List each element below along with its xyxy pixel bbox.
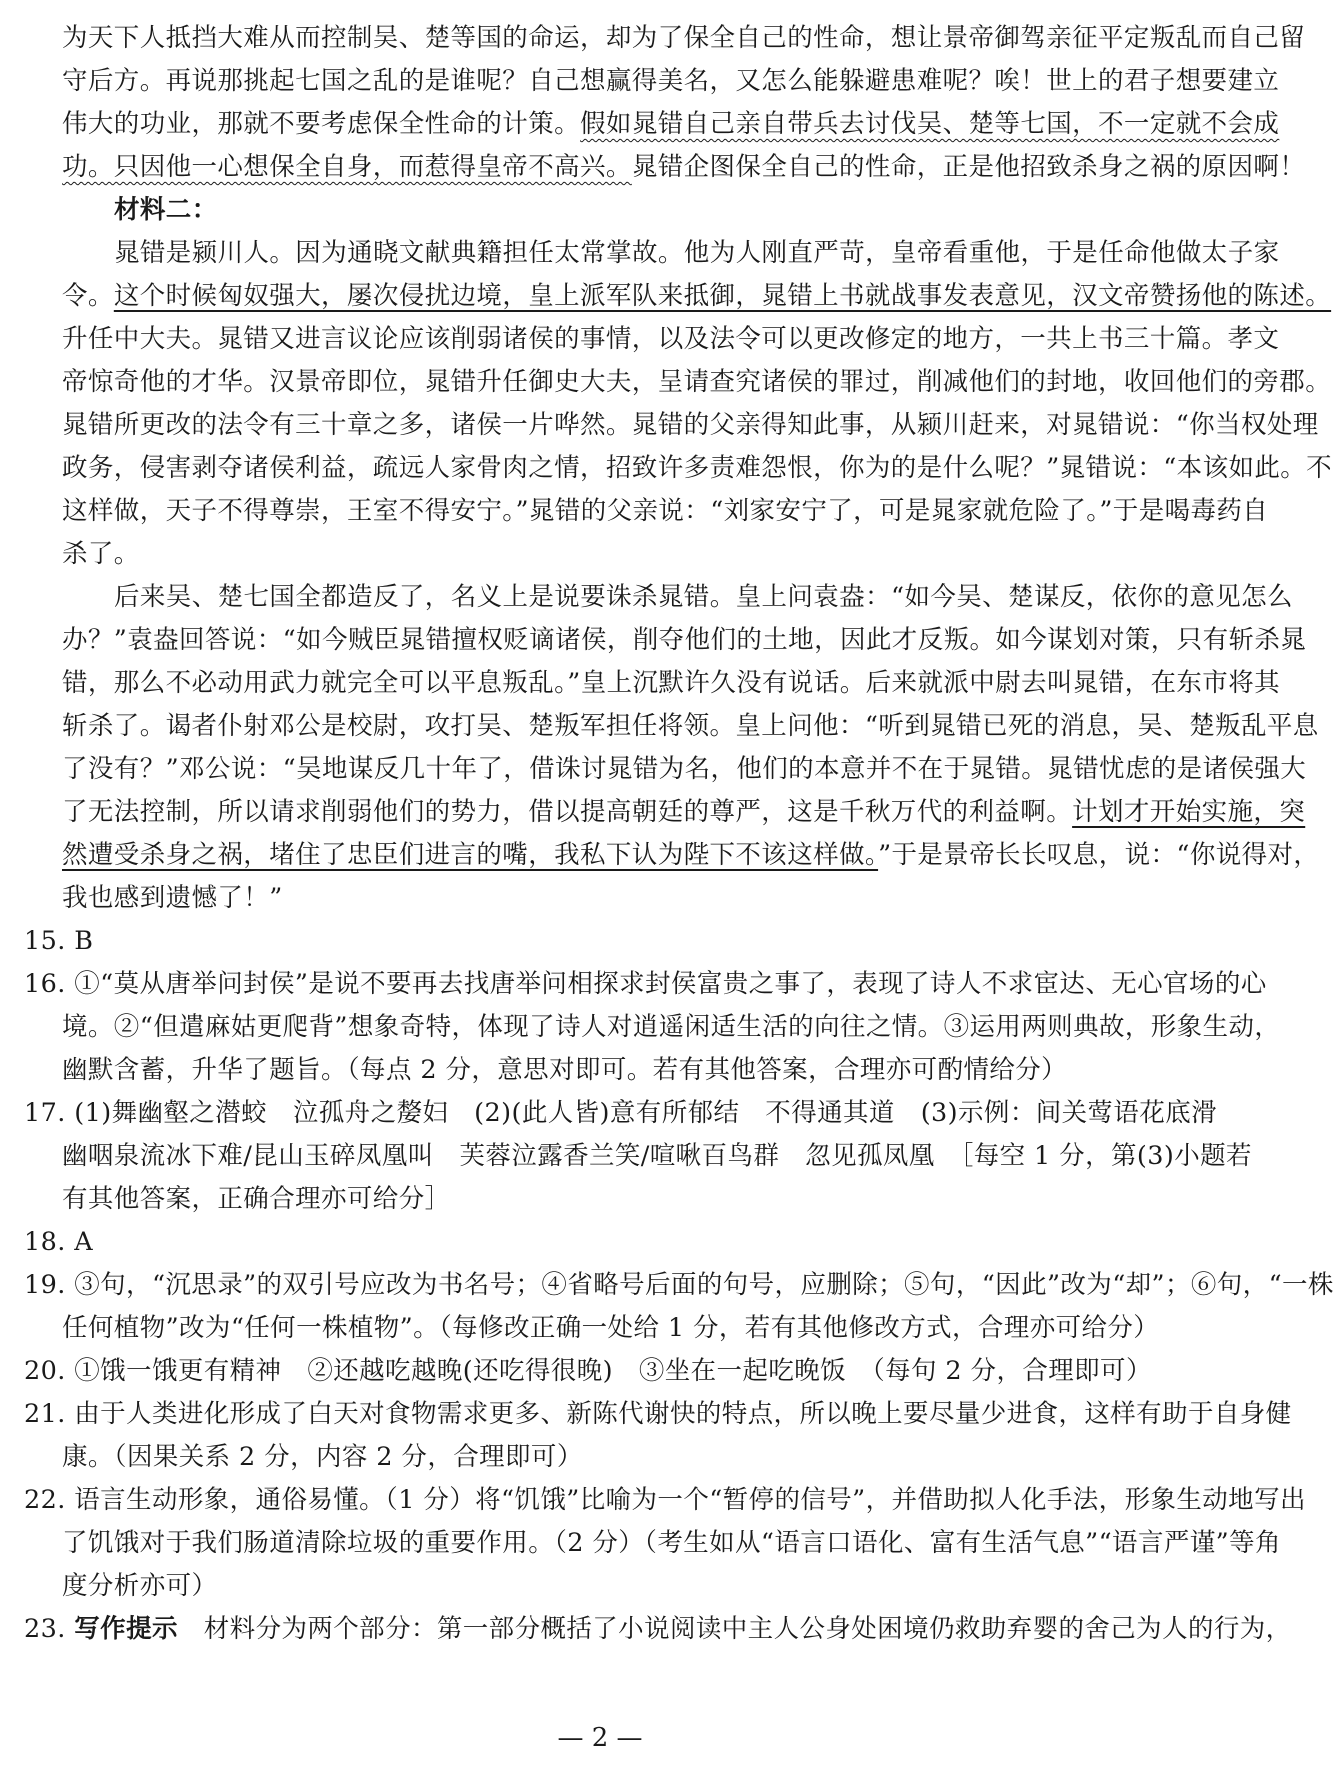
underlined-sentence: 然遭受杀身之祸，堵住了忠臣们进言的嘴，我私下认为陛下不该这样做。 [62, 840, 879, 870]
underlined-sentence: 计划才开始实施，突 [1072, 797, 1306, 827]
answer-23 [24, 1609, 1292, 1649]
text-line: 了没有？”邓公说：“吴地谋反几十年了，借诛讨晁错为名，他们的本意并不在于晁错。晁错忧虑的是诸侯强大 [62, 754, 1307, 784]
answer-19: 19. ③句，“沉思录”的双引号应改为书名号；④省略号后面的句号，应删除；⑤句，“因此”改为“却”；⑥句，“一株 [24, 1270, 1334, 1300]
answer-17: 17. (1)舞幽壑之潜蛟 泣孤舟之嫠妇 (2)(此人皆)意有所郁结 不得通其道 (3)示例：间关莺语花底滑 [24, 1098, 1218, 1128]
text-line: 幽咽泉流冰下难/昆山玉碎凤凰叫 芙蓉泣露香兰笑/喧啾百鸟群 忽见孤凤凰 ［每空 1 分，第(3)小题若 [62, 1141, 1252, 1171]
text-line: 境。②“但遣麻姑更爬背”想象奇特，体现了诗人对逍遥闲适生活的向往之情。③运用两则典故，形象生动， [62, 1012, 1281, 1042]
text-line: 晁错是颍川人。因为通晓文献典籍担任太常掌故。他为人刚直严苛，皇帝看重他，于是任命他做太子家 [114, 238, 1280, 268]
text-segment: 材料分为两个部分：第一部分概括了小说阅读中主人公身处困境仍救助弃婴的舍己为人的行为， [177, 1614, 1292, 1644]
writing-tip-label: 写作提示 [74, 1614, 178, 1644]
text-line [62, 835, 1320, 875]
text-line: 我也感到遗憾了！” [62, 883, 283, 913]
text-line: 幽默含蓄，升华了题旨。（每点 2 分，意思对即可。若有其他答案，合理亦可酌情给分） [62, 1055, 1068, 1085]
answer-21: 21. 由于人类进化形成了白天对食物需求更多、新陈代谢快的特点，所以晚上要尽量少进食，这样有助于自身健 [24, 1399, 1292, 1429]
text-line: 斩杀了。谒者仆射邓公是校尉，攻打吴、楚叛军担任将领。皇上问他：“听到晁错已死的消息，吴、楚叛乱平息 [62, 711, 1319, 741]
answer-20: 20. ①饿一饿更有精神 ②还越吃越晚(还吃得很晚) ③坐在一起吃晚饭 （每句 2 分，合理即可） [24, 1356, 1152, 1386]
text-line: 政务，侵害剥夺诸侯利益，疏远人家骨肉之情，招致许多责难怨恨，你为的是什么呢？”晁错说：“本该如此。不 [62, 453, 1333, 483]
text-line: 错，那么不必动用武力就完全可以平息叛乱。”皇上沉默许久没有说话。后来就派中尉去叫晁错，在东市将其 [62, 668, 1280, 698]
text-segment: ”于是景帝长长叹息，说：“你说得对， [878, 840, 1320, 870]
text-segment: 伟大的功业，那就不要考虑保全性命的计策。 [62, 109, 581, 139]
text-line [62, 147, 1306, 187]
text-line [62, 792, 1306, 832]
text-segment: 了无法控制，所以请求削弱他们的势力，借以提高朝廷的尊严，这是千秋万代的利益啊。 [62, 797, 1073, 827]
answer-16: 16. ①“莫从唐举问封侯”是说不要再去找唐举问相探求封侯富贵之事了，表现了诗人不求宦达、无心官场的心 [24, 969, 1267, 999]
wavy-underlined-sentence: 功。只因他一心想保全自身，而惹得皇帝不高兴。 [62, 152, 632, 182]
text-line: 升任中大夫。晁错又进言议论应该削弱诸侯的事情，以及法令可以更改修定的地方，一共上书三十篇。孝文 [62, 324, 1280, 354]
text-line: 任何植物”改为“任何一株植物”。（每修改正确一处给 1 分，若有其他修改方式，合理亦可给分） [62, 1313, 1160, 1343]
text-line: 晁错所更改的法令有三十章之多，诸侯一片哗然。晁错的父亲得知此事，从颍川赶来，对晁错说：“你当权处理 [62, 410, 1319, 440]
text-line: 有其他答案，正确合理亦可给分］ [62, 1184, 451, 1214]
text-segment: 晁错企图保全自己的性命，正是他招致杀身之祸的原因啊！ [631, 152, 1306, 182]
text-line: 办？”袁盎回答说：“如今贼臣晁错擅权贬谪诸侯，削夺他们的土地，因此才反叛。如今谋划对策，只有斩杀晁 [62, 625, 1307, 655]
text-line: 后来吴、楚七国全都造反了，名义上是说要诛杀晁错。皇上问袁盎：“如今吴、楚谋反，依你的意见怎么 [114, 582, 1293, 612]
text-line [62, 104, 1280, 144]
text-line: 帝惊奇他的才华。汉景帝即位，晁错升任御史大夫，呈请查究诸侯的罪过，削减他们的封地，收回他们的旁郡。 [62, 367, 1332, 397]
material-two-heading: 材料二： [114, 195, 218, 225]
text-line: 杀了。 [62, 539, 140, 569]
question-number: 23. [24, 1614, 75, 1644]
text-line: 这样做，天子不得尊崇，王室不得安宁。”晁错的父亲说：“刘家安宁了，可是晁家就危险了。”于是喝毒药自 [62, 496, 1269, 526]
text-line: 康。（因果关系 2 分，内容 2 分，合理即可） [62, 1442, 583, 1472]
answer-15: 15. B [24, 926, 94, 956]
wavy-underlined-sentence: 假如晁错自己亲自带兵去讨伐吴、楚等七国，不一定就不会成 [580, 109, 1280, 139]
text-segment: 令。 [62, 281, 114, 311]
text-line: 为天下人抵挡大难从而控制吴、楚等国的命运，却为了保全自己的性命，想让景帝御驾亲征平定叛乱而自己留 [62, 23, 1306, 53]
page-number: — 2 — [557, 1723, 643, 1753]
answer-18: 18. A [24, 1227, 94, 1257]
answer-22: 22. 语言生动形象，通俗易懂。（1 分）将“饥饿”比喻为一个“暂停的信号”，并借助拟人化手法，形象生动地写出 [24, 1485, 1306, 1515]
text-line: 度分析亦可） [62, 1571, 218, 1601]
text-line: 守后方。再说那挑起七国之乱的是谁呢？自己想赢得美名，又怎么能躲避患难呢？唉！世上的君子想要建立 [62, 66, 1280, 96]
underlined-sentence: 这个时候匈奴强大，屡次侵扰边境，皇上派军队来抵御，晁错上书就战事发表意见，汉文帝赞扬他的陈述。 [113, 281, 1332, 311]
text-line [62, 276, 1332, 316]
text-line: 了饥饿对于我们肠道清除垃圾的重要作用。（2 分）（考生如从“语言口语化、富有生活气息”“语言严谨”等角 [62, 1528, 1281, 1558]
